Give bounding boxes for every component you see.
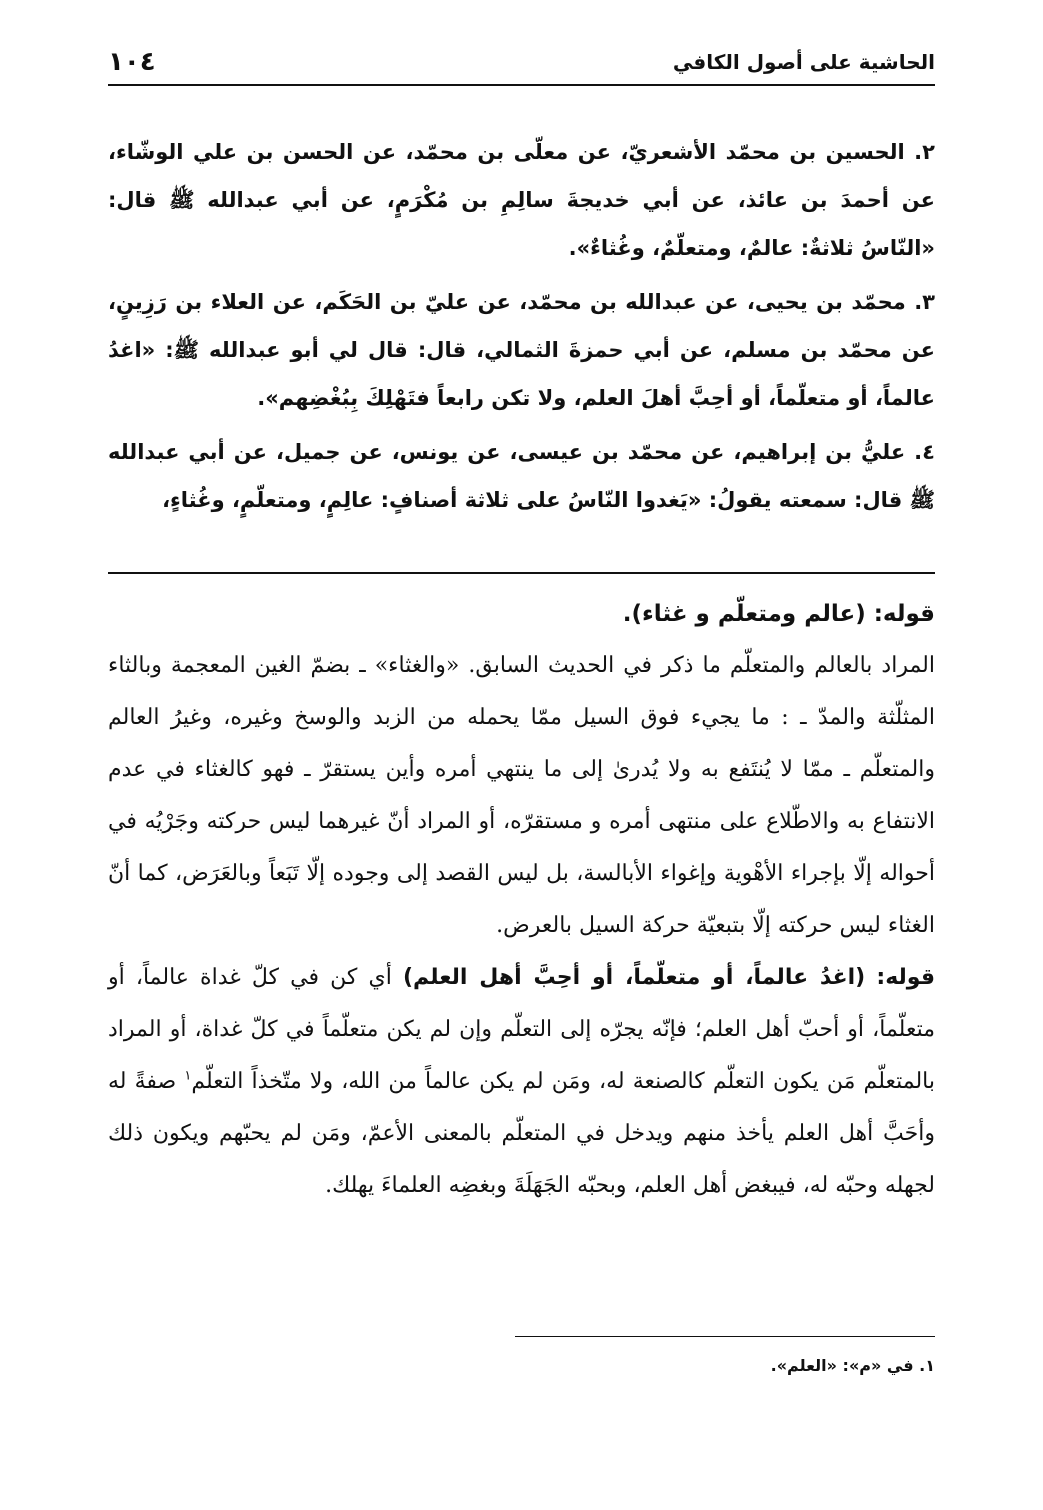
commentary-paragraph-2-part2: صفةً له وأحَبَّ أهل العلم يأخذ منهم ويدخل في المتعلّم بالمعنى الأعمّ، ومَن لم يحبّهم ويكون ذلك لجهله وحبّه له، فيبغض أهل العلم، وبحبّه الجَهَلَةَ وبغضِه العلماءَ يهلك. [108, 1069, 935, 1198]
section-divider [108, 572, 935, 574]
page-header [108, 40, 935, 86]
commentary-paragraph-1: المراد بالعالم والمتعلّم ما ذكر في الحديث السابق. «والغثاء» ـ بضمّ الغين المعجمة وبالثاء المثلّثة والمدّ ـ : ما يجيء فوق السيل ممّا يحمله من الزبد والوسخ وغيره، وغيرُ العالم والمتعلّم ـ ممّا لا يُنتَفع به ولا يُدرىٰ إلى ما ينتهي أمره وأين يستقرّ ـ فهو كالغثاء في عدم الانتفاع به والاطّلاع على منتهى أمره و مستقرّه، أو المراد أنّ غيرهما ليس حركته وجَرْيُه في أحواله إلّا بإجراء الأهْوية وإغواء الأبالسة، بل ليس القصد إلى وجوده إلّا تَبَعاً وبالعَرَض، كما أنّ الغثاء ليس حركته إلّا بتبعيّة حركة السيل بالعرض. [108, 653, 935, 938]
commentary-paragraph-2-part1: أي كن في كلّ غداة عالماً، أو متعلّماً، أو أحبّ أهل العلم؛ فإنّه يجرّه إلى التعلّم وإن لم يكن متعلّماً في كلّ غداة، أو المراد بالمتعلّم مَن يكون التعلّم كالصنعة له، ومَن لم يكن عالماً من الله، ولا متّخذاً التعلّم [108, 965, 935, 1094]
commentary-heading-1: قوله: (عالم ومتعلّم و غثاء). [622, 601, 935, 627]
commentary-paragraph-2 [108, 952, 935, 1212]
hadith-4: ٤. عليُّ بن إبراهيم، عن محمّد بن عيسى، عن يونس، عن جميل، عن أبي عبدالله ﷺ قال: سمعته يقولُ: «يَغدوا النّاسُ على ثلاثة أصنافٍ: عالِمٍ، ومتعلّمٍ، وغُثاءٍ، [108, 440, 935, 512]
footnote-divider [515, 1336, 935, 1337]
page-number: ١٠٤ [108, 47, 156, 77]
commentary-section [108, 588, 935, 1212]
footnote-1: ١. في «م»: «العلم». [770, 1356, 935, 1375]
commentary-heading-2-quote: (اغدُ عالماً، أو متعلّماً، أو أحِبَّ أهل العلم) [402, 965, 866, 990]
hadith-section [108, 128, 935, 530]
hadith-3: ٣. محمّد بن يحيى، عن عبدالله بن محمّد، عن عليّ بن الحَكَم، عن العلاء بن رَزِينٍ، عن محمّد بن مسلم، عن أبي حمزةَ الثمالي، قال: قال لي أبو عبدالله ﷺ: «اغدُ عالماً، أو متعلّماً، أو أحِبَّ أهلَ العلم، ولا تكن رابعاً فتَهْلِكَ بِبُغْضِهم». [108, 290, 935, 410]
hadith-2: ٢. الحسين بن محمّد الأشعريّ، عن معلّى بن محمّد، عن الحسن بن علي الوشّاء، عن أحمدَ بن عائذ، عن أبي خديجةَ سالِمِ بن مُكْرَمٍ، عن أبي عبدالله ﷺ قال: «النّاسُ ثلاثةٌ: عالمٌ، ومتعلّمٌ، وغُثاءٌ». [108, 140, 935, 260]
footnotes [108, 1356, 935, 1375]
commentary-heading-2-lead: قوله: [876, 965, 935, 990]
running-title: الحاشية على أصول الكافي [672, 50, 935, 74]
footnote-reference[interactable]: ١ [184, 1068, 192, 1084]
